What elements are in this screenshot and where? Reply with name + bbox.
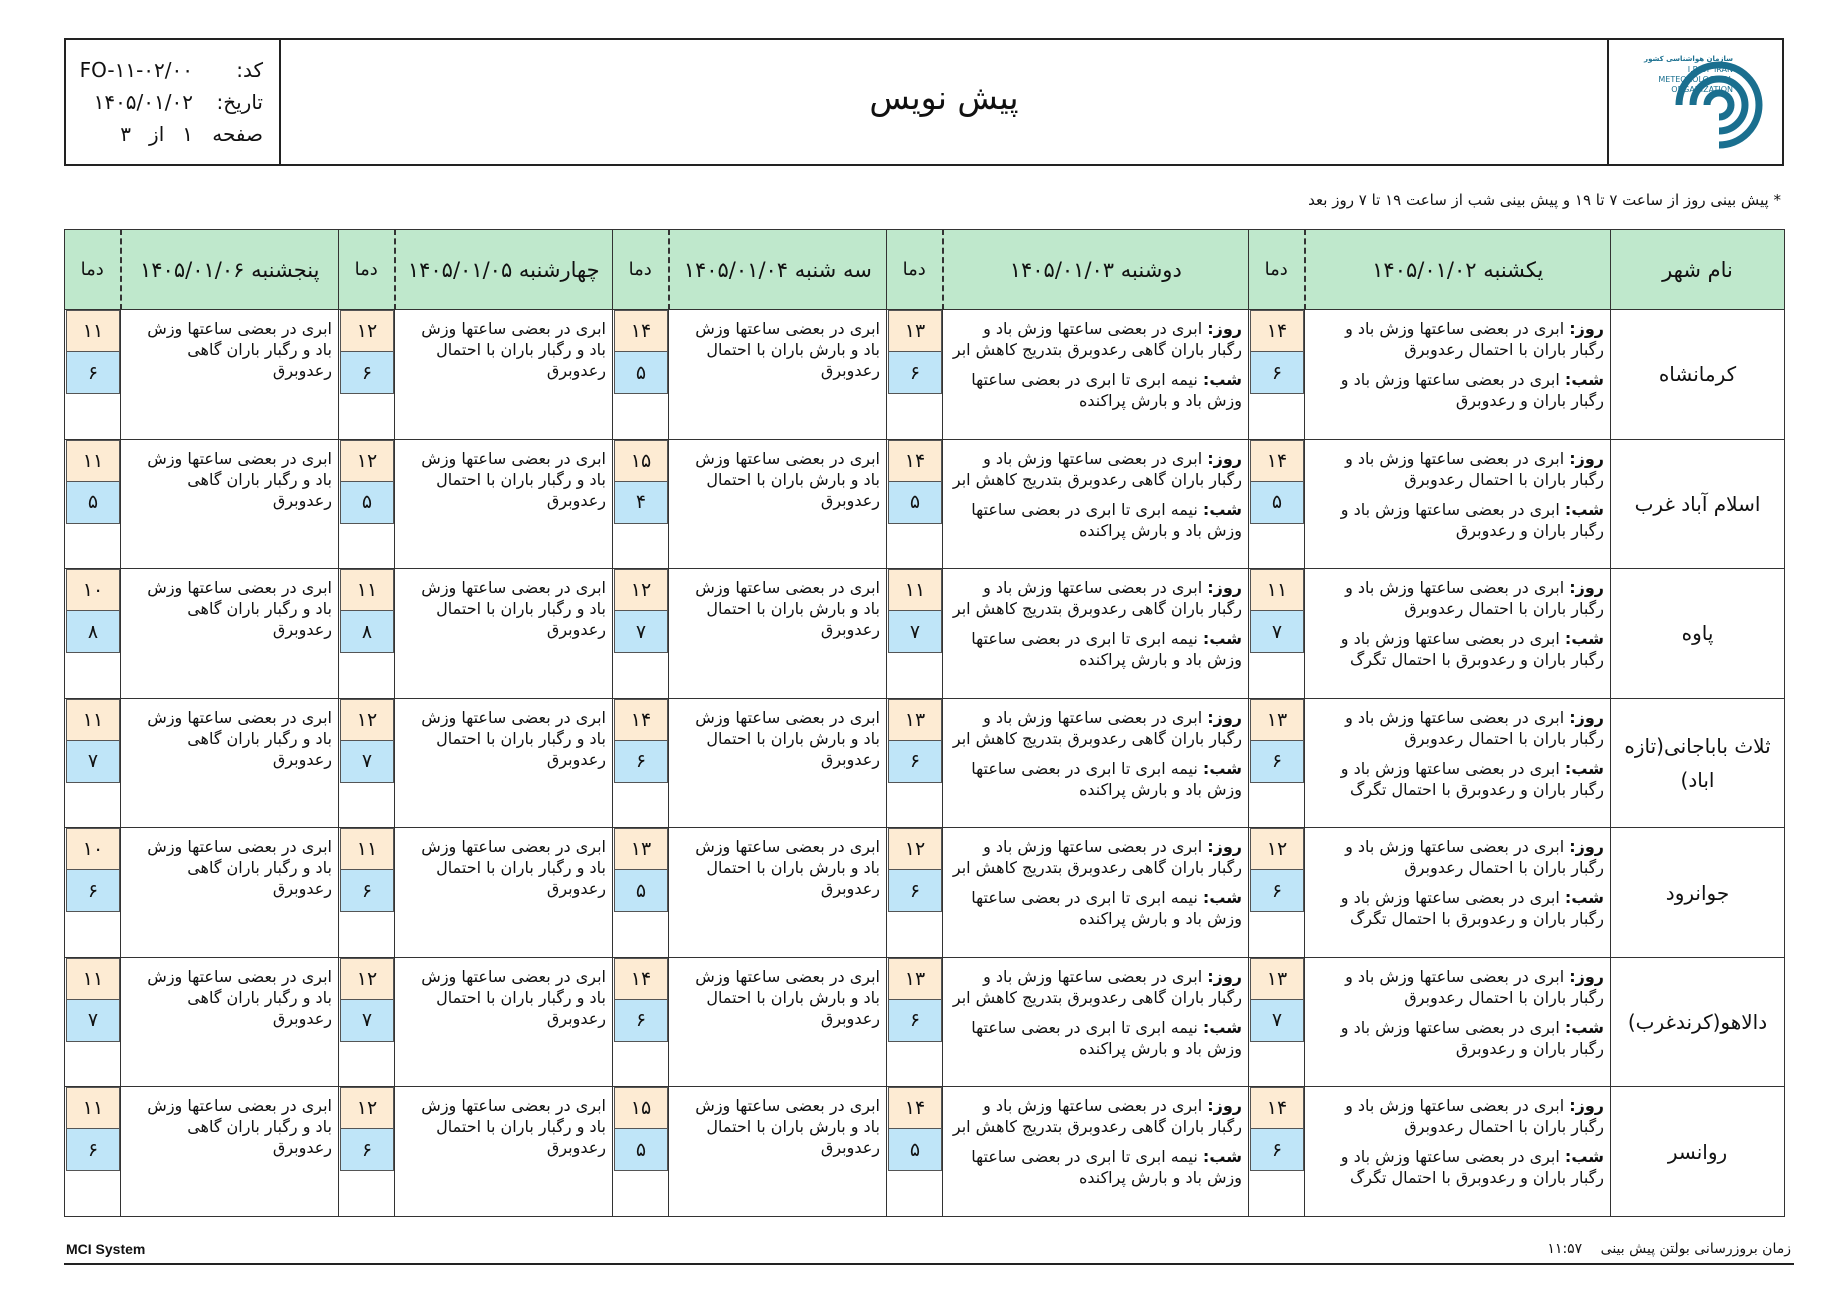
day-3-forecast (669, 957, 887, 1087)
night-label: شب: (1202, 1147, 1242, 1167)
meteorological-logo-icon (1621, 47, 1771, 157)
date-label: تاریخ: (216, 90, 263, 114)
temp-header: دما (1249, 230, 1305, 310)
min-temp: ۶ (1250, 352, 1304, 394)
day-2-temp (887, 439, 943, 569)
max-temp: ۱۲ (888, 828, 942, 870)
day-2-day-text: ابری در بعضی ساعتها وزش باد و رگبار باران گاهی رعدوبرق بتدریج کاهش ابر (952, 966, 1242, 1007)
update-label: زمان بروزرسانی بولتن پیش بینی (1600, 1241, 1791, 1257)
day-5-text: ابری در بعضی ساعتها وزش باد و رگبار باران گاهی رعدوبرق (147, 448, 332, 510)
day-3-text: ابری در بعضی ساعتها وزش باد و بارش باران با احتمال رعدوبرق (695, 1096, 880, 1158)
day-2-night-text: نیمه ابری تا ابری در بعضی ساعتها وزش باد و بارش پراکنده (971, 629, 1242, 670)
table-header-row (65, 230, 1785, 310)
day-1-day-text: ابری در بعضی ساعتها وزش باد و رگبار باران با احتمال رعدوبرق (1345, 707, 1604, 748)
temp-header: دما (65, 230, 121, 310)
day-3-forecast (669, 569, 887, 699)
day-2-temp (887, 1087, 943, 1217)
day-1-forecast (1305, 439, 1611, 569)
city-name: پاوه (1611, 569, 1785, 699)
day-1-forecast (1305, 957, 1611, 1087)
city-column-header: نام شهر (1611, 230, 1785, 310)
day-2-forecast (943, 1087, 1249, 1217)
page-of: از (149, 122, 165, 146)
day-label: روز: (1207, 448, 1242, 468)
temp-header: دما (887, 230, 943, 310)
day-3-text: ابری در بعضی ساعتها وزش باد و بارش باران با احتمال رعدوبرق (695, 448, 880, 510)
day-3-temp (613, 957, 669, 1087)
max-temp: ۱۳ (1250, 699, 1304, 741)
day-3-temp (613, 698, 669, 828)
day-4-text: ابری در بعضی ساعتها وزش باد و رگبار باران با احتمال رعدوبرق (421, 707, 606, 769)
day-2-night-text: نیمه ابری تا ابری در بعضی ساعتها وزش باد و بارش پراکنده (971, 1147, 1242, 1188)
night-label: شب: (1202, 499, 1242, 519)
page-total: ۳ (120, 122, 132, 146)
night-label: شب: (1202, 888, 1242, 908)
day-1-day-text: ابری در بعضی ساعتها وزش باد و رگبار باران با احتمال رعدوبرق (1345, 966, 1604, 1007)
max-temp: ۱۳ (1250, 958, 1304, 1000)
day-2-forecast (943, 569, 1249, 699)
day-5-text: ابری در بعضی ساعتها وزش باد و رگبار باران گاهی رعدوبرق (147, 1096, 332, 1158)
day-5-temp (65, 828, 121, 958)
day-1-day-text: ابری در بعضی ساعتها وزش باد و رگبار باران با احتمال رعدوبرق (1345, 1096, 1604, 1137)
day-label: روز: (1569, 1096, 1604, 1116)
min-temp: ۶ (66, 1129, 120, 1171)
min-temp: ۵ (888, 482, 942, 524)
min-temp: ۷ (66, 1000, 120, 1042)
city-row (65, 828, 1785, 958)
max-temp: ۱۳ (888, 958, 942, 1000)
page-row (82, 122, 263, 146)
day-4-text: ابری در بعضی ساعتها وزش باد و رگبار باران با احتمال رعدوبرق (421, 966, 606, 1028)
min-temp: ۷ (340, 741, 394, 783)
city-name: روانسر (1611, 1087, 1785, 1217)
day-2-temp (887, 569, 943, 699)
max-temp: ۱۰ (66, 569, 120, 611)
max-temp: ۱۱ (66, 699, 120, 741)
min-temp: ۵ (340, 482, 394, 524)
day-3-forecast (669, 310, 887, 440)
min-temp: ۶ (340, 870, 394, 912)
max-temp: ۱۲ (340, 699, 394, 741)
svg-text:سازمان هواشناسی کشور: سازمان هواشناسی کشور (1643, 55, 1733, 63)
day-5-forecast (121, 1087, 339, 1217)
day-4-temp (339, 828, 395, 958)
min-temp: ۶ (614, 741, 668, 783)
night-label: شب: (1564, 370, 1604, 389)
day-4-text: ابری در بعضی ساعتها وزش باد و رگبار باران با احتمال رعدوبرق (421, 448, 606, 510)
max-temp: ۱۳ (888, 310, 942, 352)
min-temp: ۴ (614, 482, 668, 524)
day-1-night-text: ابری در بعضی ساعتها وزش باد و رگبار باران و رعدوبرق (1340, 499, 1604, 540)
day-5-text: ابری در بعضی ساعتها وزش باد و رگبار باران گاهی رعدوبرق (147, 837, 332, 899)
day-4-temp (339, 569, 395, 699)
temp-header: دما (339, 230, 395, 310)
day-5-temp (65, 1087, 121, 1217)
day-4-temp (339, 310, 395, 440)
day-1-day-text: ابری در بعضی ساعتها وزش باد و رگبار باران با احتمال رعدوبرق (1345, 578, 1604, 619)
day-4-header: چهارشنبه ۱۴۰۵/۰۱/۰۵ (395, 230, 613, 310)
day-4-forecast (395, 569, 613, 699)
day-5-forecast (121, 828, 339, 958)
svg-text:METEOROLOGICAL: METEOROLOGICAL (1657, 75, 1733, 84)
min-temp: ۷ (888, 611, 942, 653)
max-temp: ۱۱ (888, 569, 942, 611)
day-5-temp (65, 310, 121, 440)
min-temp: ۶ (66, 870, 120, 912)
svg-text:ORGANIZATION: ORGANIZATION (1670, 85, 1733, 94)
day-1-forecast (1305, 310, 1611, 440)
day-3-forecast (669, 439, 887, 569)
forecast-note: * پیش بینی روز از ساعت ۷ تا ۱۹ و پیش بینی شب از ساعت ۱۹ تا ۷ روز بعد (1308, 191, 1781, 209)
min-temp: ۵ (614, 1129, 668, 1171)
min-temp: ۷ (614, 611, 668, 653)
day-2-temp (887, 310, 943, 440)
day-5-text: ابری در بعضی ساعتها وزش باد و رگبار باران گاهی رعدوبرق (147, 319, 332, 380)
city-row (65, 698, 1785, 828)
max-temp: ۱۱ (340, 828, 394, 870)
city-name: دالاهو(کرندغرب) (1611, 957, 1785, 1087)
max-temp: ۱۱ (66, 1087, 120, 1129)
day-3-forecast (669, 698, 887, 828)
max-temp: ۱۳ (614, 828, 668, 870)
min-temp: ۶ (888, 741, 942, 783)
min-temp: ۸ (66, 611, 120, 653)
day-4-forecast (395, 698, 613, 828)
day-1-night-text: ابری در بعضی ساعتها وزش باد و رگبار باران و رعدوبرق با احتمال تگرگ (1340, 629, 1604, 670)
day-label: روز: (1569, 837, 1604, 857)
city-name: ثلاث باباجانی(تازه اباد) (1611, 698, 1785, 828)
min-temp: ۷ (66, 741, 120, 783)
day-5-forecast (121, 698, 339, 828)
day-1-day-text: ابری در بعضی ساعتها وزش باد و رگبار باران با احتمال رعدوبرق (1345, 837, 1604, 878)
system-name: MCI System (66, 1241, 146, 1257)
day-3-temp (613, 828, 669, 958)
max-temp: ۱۲ (340, 440, 394, 482)
night-label: شب: (1564, 888, 1604, 908)
day-1-temp (1249, 310, 1305, 440)
day-1-forecast (1305, 698, 1611, 828)
day-2-night-text: نیمه ابری تا ابری در بعضی ساعتها وزش باد و بارش پراکنده (971, 499, 1242, 540)
min-temp: ۶ (888, 1000, 942, 1042)
day-4-temp (339, 439, 395, 569)
day-5-temp (65, 698, 121, 828)
organization-logo (1607, 40, 1782, 164)
day-1-temp (1249, 439, 1305, 569)
min-temp: ۶ (66, 352, 120, 394)
day-1-temp (1249, 698, 1305, 828)
max-temp: ۱۴ (1250, 440, 1304, 482)
day-1-night-text: ابری در بعضی ساعتها وزش باد و رگبار باران و رعدوبرق با احتمال تگرگ (1340, 1147, 1604, 1188)
day-1-forecast (1305, 569, 1611, 699)
day-4-forecast (395, 310, 613, 440)
temp-header: دما (613, 230, 669, 310)
day-2-night-text: نیمه ابری تا ابری در بعضی ساعتها وزش باد و بارش پراکنده (971, 758, 1242, 799)
max-temp: ۱۲ (1250, 828, 1304, 870)
min-temp: ۶ (340, 1129, 394, 1171)
day-2-temp (887, 698, 943, 828)
max-temp: ۱۴ (888, 440, 942, 482)
day-label: روز: (1569, 448, 1604, 468)
day-2-forecast (943, 698, 1249, 828)
day-1-day-text: ابری در بعضی ساعتها وزش باد و رگبار باران با احتمال رعدوبرق (1345, 319, 1604, 359)
day-3-text: ابری در بعضی ساعتها وزش باد و بارش باران با احتمال رعدوبرق (695, 319, 880, 380)
day-3-header: سه شنبه ۱۴۰۵/۰۱/۰۴ (669, 230, 887, 310)
night-label: شب: (1202, 1017, 1242, 1037)
max-temp: ۱۴ (888, 1087, 942, 1129)
day-2-day-text: ابری در بعضی ساعتها وزش باد و رگبار باران گاهی رعدوبرق بتدریج کاهش ابر (952, 578, 1242, 619)
max-temp: ۱۱ (1250, 569, 1304, 611)
day-4-text: ابری در بعضی ساعتها وزش باد و رگبار باران با احتمال رعدوبرق (421, 1096, 606, 1158)
min-temp: ۸ (340, 611, 394, 653)
code-value: FO-۱۱-۰۲/۰۰ (79, 58, 193, 82)
day-4-text: ابری در بعضی ساعتها وزش باد و رگبار باران با احتمال رعدوبرق (421, 319, 606, 380)
date-value: ۱۴۰۵/۰۱/۰۲ (93, 90, 193, 114)
min-temp: ۶ (888, 352, 942, 394)
day-2-night-text: نیمه ابری تا ابری در بعضی ساعتها وزش باد و بارش پراکنده (971, 370, 1242, 410)
day-5-forecast (121, 569, 339, 699)
max-temp: ۱۴ (614, 310, 668, 352)
day-2-night-text: نیمه ابری تا ابری در بعضی ساعتها وزش باد و بارش پراکنده (971, 1017, 1242, 1058)
min-temp: ۵ (1250, 482, 1304, 524)
day-1-day-text: ابری در بعضی ساعتها وزش باد و رگبار باران با احتمال رعدوبرق (1345, 448, 1604, 489)
night-label: شب: (1202, 758, 1242, 778)
day-label: روز: (1207, 707, 1242, 727)
max-temp: ۱۳ (888, 699, 942, 741)
max-temp: ۱۱ (340, 569, 394, 611)
day-5-forecast (121, 439, 339, 569)
day-4-temp (339, 1087, 395, 1217)
day-5-forecast (121, 310, 339, 440)
day-1-forecast (1305, 828, 1611, 958)
min-temp: ۵ (614, 870, 668, 912)
min-temp: ۶ (340, 352, 394, 394)
day-2-day-text: ابری در بعضی ساعتها وزش باد و رگبار باران گاهی رعدوبرق بتدریج کاهش ابر (952, 837, 1242, 878)
day-5-temp (65, 569, 121, 699)
day-1-night-text: ابری در بعضی ساعتها وزش باد و رگبار باران و رعدوبرق با احتمال تگرگ (1340, 758, 1604, 799)
day-2-temp (887, 828, 943, 958)
day-1-forecast (1305, 1087, 1611, 1217)
code-label: کد: (236, 58, 263, 82)
day-4-text: ابری در بعضی ساعتها وزش باد و رگبار باران با احتمال رعدوبرق (421, 578, 606, 640)
min-temp: ۷ (340, 1000, 394, 1042)
document-header (64, 38, 1784, 166)
day-label: روز: (1207, 319, 1242, 338)
page-number: ۱ (182, 122, 193, 146)
day-2-day-text: ابری در بعضی ساعتها وزش باد و رگبار باران گاهی رعدوبرق بتدریج کاهش ابر (952, 319, 1242, 359)
city-row (65, 569, 1785, 699)
day-label: روز: (1569, 707, 1604, 727)
day-1-temp (1249, 828, 1305, 958)
day-2-header: دوشنبه ۱۴۰۵/۰۱/۰۳ (943, 230, 1249, 310)
day-3-text: ابری در بعضی ساعتها وزش باد و بارش باران با احتمال رعدوبرق (695, 707, 880, 769)
day-2-night-text: نیمه ابری تا ابری در بعضی ساعتها وزش باد و بارش پراکنده (971, 888, 1242, 929)
min-temp: ۷ (1250, 1000, 1304, 1042)
day-label: روز: (1207, 837, 1242, 857)
day-1-temp (1249, 957, 1305, 1087)
day-label: روز: (1207, 578, 1242, 598)
max-temp: ۱۰ (66, 828, 120, 870)
max-temp: ۱۴ (614, 958, 668, 1000)
city-name: اسلام آباد غرب (1611, 439, 1785, 569)
night-label: شب: (1564, 629, 1604, 649)
day-3-temp (613, 1087, 669, 1217)
min-temp: ۷ (1250, 611, 1304, 653)
day-3-text: ابری در بعضی ساعتها وزش باد و بارش باران با احتمال رعدوبرق (695, 578, 880, 640)
max-temp: ۱۴ (1250, 310, 1304, 352)
day-label: روز: (1207, 966, 1242, 986)
day-label: روز: (1207, 1096, 1242, 1116)
max-temp: ۱۲ (340, 310, 394, 352)
day-3-forecast (669, 828, 887, 958)
night-label: شب: (1202, 629, 1242, 649)
night-label: شب: (1564, 499, 1604, 519)
day-4-temp (339, 957, 395, 1087)
document-meta (66, 40, 281, 164)
city-row (65, 439, 1785, 569)
day-1-night-text: ابری در بعضی ساعتها وزش باد و رگبار باران و رعدوبرق (1340, 370, 1604, 410)
day-5-forecast (121, 957, 339, 1087)
update-time: ۱۱:۵۷ (1547, 1241, 1583, 1257)
min-temp: ۶ (888, 870, 942, 912)
min-temp: ۵ (888, 1129, 942, 1171)
day-3-temp (613, 439, 669, 569)
max-temp: ۱۴ (614, 699, 668, 741)
min-temp: ۵ (614, 352, 668, 394)
night-label: شب: (1202, 370, 1242, 389)
day-3-temp (613, 569, 669, 699)
day-5-header: پنجشنبه ۱۴۰۵/۰۱/۰۶ (121, 230, 339, 310)
night-label: شب: (1564, 1017, 1604, 1037)
max-temp: ۱۵ (614, 1087, 668, 1129)
city-row (65, 310, 1785, 440)
day-3-temp (613, 310, 669, 440)
forecast-table (64, 229, 1785, 1217)
day-3-text: ابری در بعضی ساعتها وزش باد و بارش باران با احتمال رعدوبرق (695, 966, 880, 1028)
max-temp: ۱۴ (1250, 1087, 1304, 1129)
night-label: شب: (1564, 1147, 1604, 1167)
min-temp: ۵ (66, 482, 120, 524)
day-4-text: ابری در بعضی ساعتها وزش باد و رگبار باران با احتمال رعدوبرق (421, 837, 606, 899)
day-1-temp (1249, 569, 1305, 699)
code-row (79, 58, 263, 82)
city-row (65, 957, 1785, 1087)
day-1-night-text: ابری در بعضی ساعتها وزش باد و رگبار باران و رعدوبرق (1340, 1017, 1604, 1058)
day-3-text: ابری در بعضی ساعتها وزش باد و بارش باران با احتمال رعدوبرق (695, 837, 880, 899)
day-label: روز: (1569, 319, 1604, 338)
day-label: روز: (1569, 578, 1604, 598)
day-2-forecast (943, 439, 1249, 569)
city-name: کرمانشاه (1611, 310, 1785, 440)
day-1-night-text: ابری در بعضی ساعتها وزش باد و رگبار باران و رعدوبرق با احتمال تگرگ (1340, 888, 1604, 929)
max-temp: ۱۲ (340, 1087, 394, 1129)
city-row (65, 1087, 1785, 1217)
date-row (82, 90, 263, 114)
day-4-forecast (395, 957, 613, 1087)
min-temp: ۶ (1250, 741, 1304, 783)
day-2-forecast (943, 310, 1249, 440)
day-1-header: یکشنبه ۱۴۰۵/۰۱/۰۲ (1305, 230, 1611, 310)
max-temp: ۱۱ (66, 958, 120, 1000)
day-5-temp (65, 957, 121, 1087)
min-temp: ۶ (614, 1000, 668, 1042)
min-temp: ۶ (1250, 870, 1304, 912)
night-label: شب: (1564, 758, 1604, 778)
page-label: صفحه (212, 122, 263, 146)
document-title: پیش نویس (869, 77, 1019, 117)
day-2-day-text: ابری در بعضی ساعتها وزش باد و رگبار باران گاهی رعدوبرق بتدریج کاهش ابر (952, 1096, 1242, 1137)
day-label: روز: (1569, 966, 1604, 986)
min-temp: ۶ (1250, 1129, 1304, 1171)
day-5-text: ابری در بعضی ساعتها وزش باد و رگبار باران گاهی رعدوبرق (147, 578, 332, 640)
footer-divider (64, 1263, 1794, 1265)
day-4-forecast (395, 828, 613, 958)
day-2-forecast (943, 957, 1249, 1087)
day-2-day-text: ابری در بعضی ساعتها وزش باد و رگبار باران گاهی رعدوبرق بتدریج کاهش ابر (952, 707, 1242, 748)
day-4-forecast (395, 1087, 613, 1217)
max-temp: ۱۱ (66, 440, 120, 482)
svg-text:I.R.OF IRAN: I.R.OF IRAN (1687, 65, 1733, 74)
day-2-forecast (943, 828, 1249, 958)
day-4-forecast (395, 439, 613, 569)
update-info (1533, 1241, 1791, 1257)
city-name: جوانرود (1611, 828, 1785, 958)
day-5-text: ابری در بعضی ساعتها وزش باد و رگبار باران گاهی رعدوبرق (147, 966, 332, 1028)
max-temp: ۱۱ (66, 310, 120, 352)
day-1-temp (1249, 1087, 1305, 1217)
day-3-forecast (669, 1087, 887, 1217)
day-2-day-text: ابری در بعضی ساعتها وزش باد و رگبار باران گاهی رعدوبرق بتدریج کاهش ابر (952, 448, 1242, 489)
max-temp: ۱۲ (340, 958, 394, 1000)
max-temp: ۱۵ (614, 440, 668, 482)
day-2-temp (887, 957, 943, 1087)
day-5-text: ابری در بعضی ساعتها وزش باد و رگبار باران گاهی رعدوبرق (147, 707, 332, 769)
day-4-temp (339, 698, 395, 828)
max-temp: ۱۲ (614, 569, 668, 611)
day-5-temp (65, 439, 121, 569)
